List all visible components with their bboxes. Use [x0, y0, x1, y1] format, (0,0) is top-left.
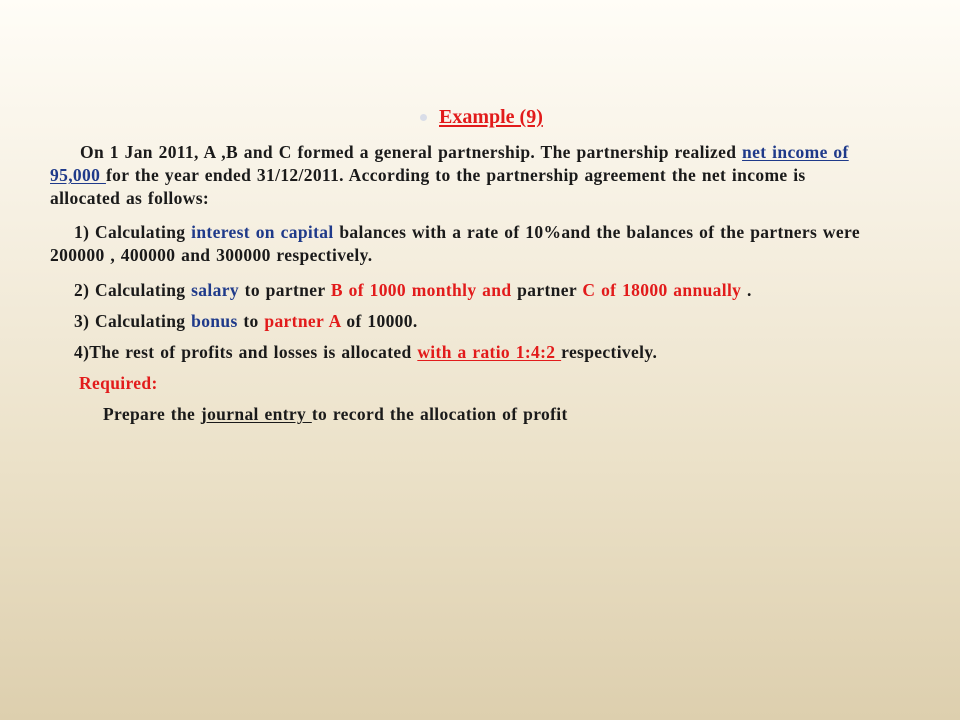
bullet-icon	[420, 114, 427, 121]
prepare-paragraph	[50, 403, 923, 426]
item-2-text-2: to partner	[238, 280, 331, 300]
intro-text-1: On 1 Jan 2011, A ,B and C formed a general partnership. The partnership realized	[80, 142, 743, 162]
net-income-highlight: net income of 95,000	[50, 142, 849, 185]
bonus-highlight: bonus	[191, 311, 238, 331]
required-label: Required:	[79, 373, 158, 393]
item-1-paragraph	[50, 221, 870, 267]
partner-c-salary-highlight: C of 18000 annually	[582, 280, 742, 300]
intro-text-2: for the year ended 31/12/2011. According to the partnership agreement the net income is allocated as follows:	[50, 165, 806, 208]
item-2-text-4: .	[741, 280, 752, 300]
item-3-text-3: of 10000.	[340, 311, 418, 331]
salary-highlight: salary	[191, 280, 239, 300]
prepare-text-2: to record the allocation of profit	[311, 404, 568, 424]
item-3-paragraph	[50, 310, 894, 333]
example-heading: Example (9)	[439, 106, 543, 128]
item-2-text-1: 2) Calculating	[74, 280, 192, 300]
item-2-text-3: partner	[511, 280, 583, 300]
prepare-text-1: Prepare the	[103, 404, 201, 424]
partner-b-salary-highlight: B of 1000 monthly and	[330, 280, 512, 300]
ratio-highlight: with a ratio 1:4:2	[417, 342, 562, 362]
item-4-text-2: respectively.	[561, 342, 658, 362]
partner-a-highlight: partner A	[264, 311, 341, 331]
item-3-text-2: to	[237, 311, 265, 331]
interest-on-capital-highlight: interest on capital	[191, 222, 334, 242]
item-2-paragraph	[50, 279, 894, 302]
heading-row	[420, 106, 543, 129]
intro-paragraph	[50, 141, 870, 210]
item-3-text-1: 3) Calculating	[74, 311, 192, 331]
item-4-text-1: 4)The rest of profits and losses is allocated	[74, 342, 418, 362]
item-4-paragraph	[50, 341, 894, 364]
journal-entry-highlight: journal entry	[200, 404, 312, 424]
item-1-text-1: 1) Calculating	[74, 222, 192, 242]
item-1-text-2: balances with a rate of 10%and the balances of the partners were 200000 , 400000 and 300000 respectively.	[50, 222, 860, 265]
